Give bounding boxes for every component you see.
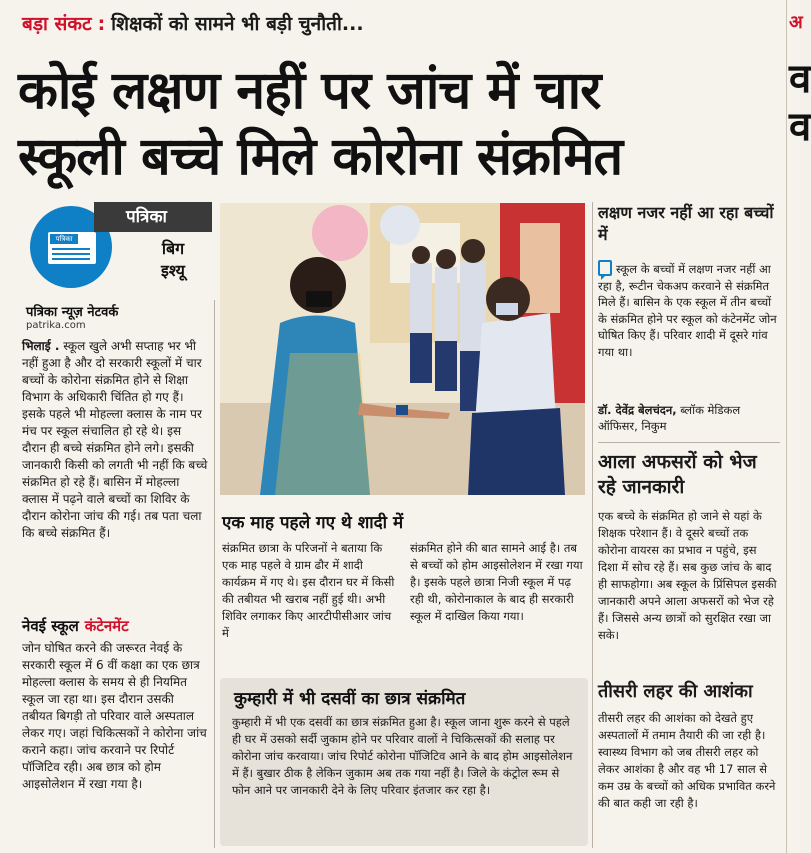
shaadi-text-col-1: संक्रमित छात्रा के परिजनों ने बताया कि एक माह पहले वे ग्राम ढौर में शादी कार्यक्रम में गए थे। इस दौरान घर में किसी की तबीयत भी खराब नहीं हुई थी। अभी शिविर लगाकर किए आरटीपीसीआर जांच में <box>222 541 395 640</box>
doctor-name: डॉ. देवेंद्र बेलचंदन, <box>598 403 677 417</box>
third-wave-heading: तीसरी लहर की आशंका <box>598 681 753 702</box>
column-divider <box>592 202 593 848</box>
main-story-text <box>22 338 208 542</box>
kicker-text: शिक्षकों को सामने भी बड़ी चुनौती... <box>111 13 364 35</box>
kumhari-heading: कुम्हारी में भी दसवीं का छात्र संक्रमित <box>234 689 466 709</box>
symptoms-heading: लक्षण नजर नहीं आ रहा बच्चों में <box>598 203 774 244</box>
doctor-role: ब्लॉक मेडिकल ऑफिसर, निकुम <box>598 403 741 433</box>
nevai-subhead-red: कंटेनमेंट <box>84 617 129 635</box>
main-story-body: स्कूल खुले अभी सप्ताह भर भी नहीं हुआ है और दो सरकारी स्कूलों में चार बच्चों के कोरोना संक्रमित होने से शिक्षा विभाग के अधिकारी चिंतित हो गए हैं। इसके पहले भी मोहल्ला क्लास के नाम पर मंच पर स्कूल संचालित हो रहे थे। इस दौरान ही बच्चे संक्रमित होने लगे। इसकी जानकारी किसी को लगती भी नहीं कि बच्चे संक्रमित हो रहे हैं। बासिन में मोहल्ला क्लास में पढ़ने वाले बच्चों का शिविर के दौरान कोरोना जांच की गई। तब पता चला कि बच्चे संक्रमित हैं। <box>22 339 208 540</box>
big-issue-badge <box>22 202 212 292</box>
shaadi-text-col-2: संक्रमित होने की बात सामने आई है। तब से बच्चों को होम आइसोलेशन में रखा गया है। इसके पहले छात्रा निजी स्कूल में पढ़ रही थी, कोरोनाकाल के बाद ही सरकारी स्कूल में दाखिल किया गया। <box>410 541 583 623</box>
edge-kicker: अ <box>789 12 803 33</box>
headline <box>18 58 778 190</box>
kicker <box>22 10 364 36</box>
kicker-label: बड़ा संकट <box>22 13 92 35</box>
nevai-story-text: जोन घोषित करने की जरूरत नेवई के सरकारी स्कूल में 6 वीं कक्षा का एक छात्र मोहल्ला क्लास के समय से ही नियमित स्कूल जा रहा था। इस दौरान उसकी तबीयत बिगड़ी तो परिवार वाले अस्पताल लेकर गए। जहां चिकित्सकों ने कोरोना जांच कराने कहा। जांच करवाने पर रिपोर्ट पॉजिटिव रही। अब छात्र को होम आइसोलेशन में रखा गया है। <box>22 641 207 791</box>
headline-line-1: कोई लक्षण नहीं पर जांच में चार <box>18 61 601 121</box>
nevai-subhead-text: नेवई स्कूल <box>22 617 79 635</box>
dateline: भिलाई . <box>22 339 60 353</box>
quote-attribution <box>598 402 780 434</box>
badge-brand-band: पत्रिका <box>94 202 212 232</box>
photo-illustration <box>220 203 585 495</box>
column-divider <box>214 300 215 848</box>
badge-title-line-2: इश्यू <box>161 261 185 280</box>
nevai-subhead <box>22 616 129 636</box>
badge-title-line-1: बिग <box>161 239 185 258</box>
byline: पत्रिका न्यूज़ नेटवर्क <box>26 305 119 320</box>
kicker-separator: : <box>97 13 106 35</box>
byline-url: patrika.com <box>26 320 86 331</box>
shaadi-subhead: एक माह पहले गए थे शादी में <box>222 513 404 533</box>
adjacent-article-edge <box>786 0 811 853</box>
edge-headline-glyph-1: व <box>789 56 811 102</box>
officers-text: एक बच्चे के संक्रमित हो जाने से यहां के शिक्षक परेशान हैं। वे दूसरे बच्चों तक कोरोना वायरस का प्रभाव न पहुंचे, इस दिशा में सोच रहे हैं। सब कुछ जांच के बाद ही साफहोगा। अब स्कूल के प्रिंसिपल इसकी जानकारी अपने आला अफसरों को भेज रहे हैं। जिससे अन्य छात्रों को सुरक्षित रखा जा सके। <box>598 509 777 642</box>
officers-heading: आला अफसरों को भेज रहे जानकारी <box>598 451 757 498</box>
headline-line-2: स्कूली बच्चे मिले कोरोना संक्रमित <box>18 127 623 187</box>
badge-title <box>134 238 212 282</box>
logo-text: पत्रिका <box>50 234 78 244</box>
kumhari-box <box>220 678 588 846</box>
doctor-quote-text: स्कूल के बच्चों में लक्षण नजर नहीं आ रहा है, रूटीन चेकअप करवाने से संक्रमित मिले हैं। बासिन के एक स्कूल में तीन बच्चों के संक्रमित होने पर स्कूल को कंटेनमेंट जोन घोषित किए हैं। परिवार शादी में दूसरे गांव गया था। <box>598 262 777 359</box>
doctor-quote <box>598 260 780 360</box>
third-wave-text: तीसरी लहर की आशंका को देखते हुए अस्पतालों में तमाम तैयारी की जा रही है। स्वास्थ्य विभाग को जब तीसरी लहर को लेकर आशंका है और वह भी 17 साल से कम उम्र के बच्चों को अधिक प्रभावित करने की बात कही जा रही है। <box>598 711 776 810</box>
quote-icon <box>598 260 612 276</box>
section-divider <box>598 442 780 443</box>
news-photo <box>220 203 585 495</box>
kumhari-text: कुम्हारी में भी एक दसवीं का छात्र संक्रमित हुआ है। स्कूल जाना शुरू करने से पहले ही घर में उसको सर्दी जुकाम होने पर परिवार वालों ने चिकित्सकों की सलाह पर कोरोना जांच करवाया। जांच रिपोर्ट कोरोना पॉजिटिव आने के बाद होम आइसोलेशन में हैं। बुखार ठीक है लेकिन जुकाम अब तक गया नहीं है। जिले के कंट्रोल रूम से फोन आने पर जानकारी देने के लिए परिवार इंतजार कर रहा है। <box>232 715 573 797</box>
edge-headline-glyph-2: व <box>789 104 811 150</box>
